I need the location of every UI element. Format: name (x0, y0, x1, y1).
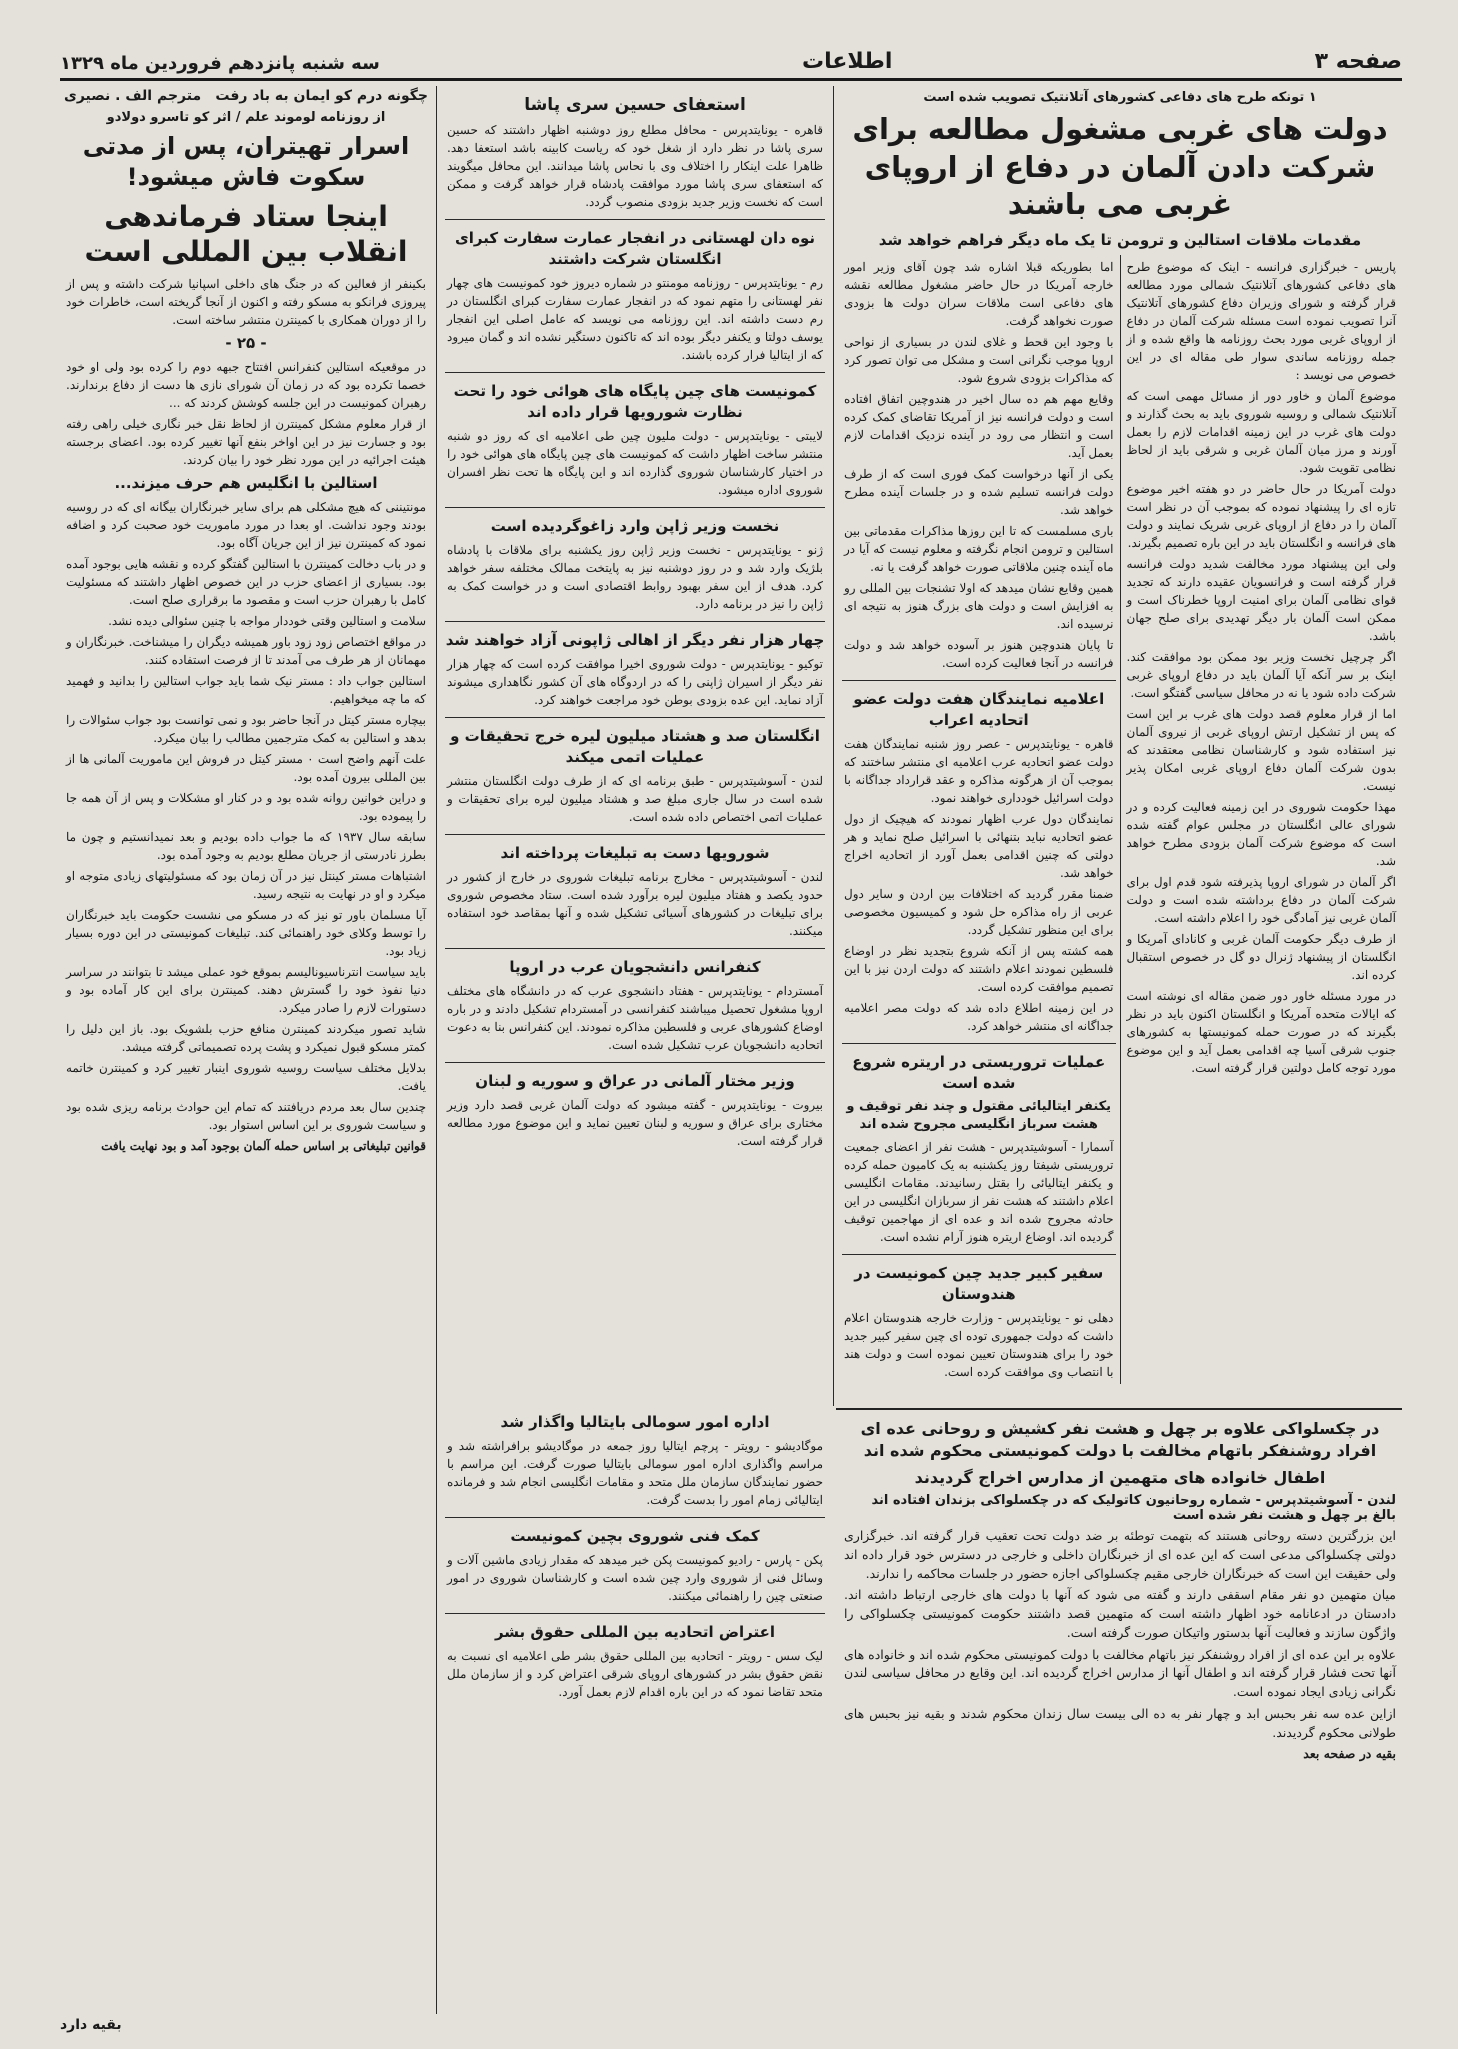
divider (842, 680, 1116, 681)
divider (445, 621, 825, 622)
article-paragraph: پاریس - خبرگزاری فرانسه - اینک که موضوع طرح های دفاعی کشورهای آتلانتیک شمالی مورد مطالعه قرار گرفته و شورای وزیران دفاع کشورهای آتلانتیک آنرا تصویب نموده است مسئله شرکت آلمان در دفاع از اروپای غربی مورد بحث روزنامه ها واقع شده و از جمله روزنامه ساندی سوار طی مقاله ای در این خصوص می نویسد : (1126, 260, 1396, 383)
brief-headline: وزیر مختار آلمانی در عراق و سوریه و لبنان (475, 1071, 795, 1090)
main-story-left-column (838, 255, 1121, 1384)
serial-article (60, 86, 432, 2002)
main-story-kicker: ۱ تونکه طرح های دفاعی کشورهای آتلانتیک تصویب شده است (923, 90, 1317, 105)
brief-text: قاهره - یونایتدپرس - محافل مطلع روز دوشنبه اظهار داشتند که حسین سری پاشا در نظر دارد از شغل خود که ریاست کابینه باشد استعفا دهد. ظاهرا علت اینکار را اختلاف وی با نحاس پاشا میدانند. این محافل میگویند که استعفای سری پاشا مورد موافقت پادشاه قرار خواهد گرفت و ممکن است که نخست وزیر جدید بزودی منصوب گردد. (447, 122, 823, 209)
brief-headline: شورویها دست به تبلیغات پرداخته اند (500, 843, 770, 862)
serial-source: از روزنامه لوموند علم / اثر کو تاسرو دولادو (106, 110, 386, 125)
article-paragraph: باید سیاست انترناسیونالیسم بموقع خود عملی میشد تا بتوانند در سراسر دنیا نفوذ خود را گسترش دهند. کمینترن برای این کار آماده بود و دستورات لازم را صادر میکرد. (66, 965, 426, 1016)
divider (445, 1062, 825, 1063)
article-paragraph: ضمنا مقرر گردید که اختلافات بین اردن و سایر دول عربی از راه مذاکره حل شود و کمیسیون مخصوصی برای این منظور تشکیل گردد. (844, 887, 1114, 938)
serial-translator: مترجم الف . نصیری (64, 88, 202, 104)
czech-headline: در چکسلواکی علاوه بر چهل و هشت نفر کشیش و روحانی عده ای افراد روشنفکر باتهام مخالفت با دولت کمونیستی محکوم شده اند (860, 1419, 1380, 1461)
divider (445, 1517, 825, 1518)
brief-text: لایبتی - یونایتدپرس - دولت ملیون چین طی اعلامیه ای که روز دو شنبه منتشر ساخت اظهار داشت که کمونیست های چین پایگاه های هوائی خود را در اختیار کارشناسان شوروی گذارده اند و این پایگاه ها تحت نظر افسران شوروی اداره میشود. (447, 428, 823, 497)
paper-name: اطلاعات (802, 49, 893, 74)
article-paragraph: میان متهمین دو نفر مقام اسقفی دارند و گفته می شود که آنها با دولت های خارجی ارتباط داشته اند. دادستان در ادعانامه خود اظهار داشته است که متهمین قصد داشتند حکومت کمونیستی چکسلواکی را واژگون سازند و فعالیت آنها بدستور واتیکان صورت گرفته است. (844, 1587, 1396, 1640)
article-paragraph: دولت آمریکا در حال حاضر در دو هفته اخیر موضوع تازه ای را پیشنهاد نموده که بموجب آن در نظر است آلمان را در دفاع از اروپای غربی شریک نمایند و دولت های فرانسه و انگلستان باید در این باره تصمیم بگیرند. (1126, 482, 1396, 551)
article-paragraph: موضوع آلمان و خاور دور از مسائل مهمی است که آتلانتیک شمالی و روسیه شوروی باید به بحث گذارند و دولت های غرب در این زمینه اقدامات لازم را بعمل آورند و مرز میان آلمان غربی و شرقی باید از لحاظ نظامی تقویت شود. (1126, 389, 1396, 476)
article-paragraph: دهلی نو - یونایتدپرس - وزارت خارجه هندوستان اعلام داشت که دولت جمهوری توده ای چین سفیر کبیر جدید خود را برای هندوستان تعیین نموده است و دولت هند با انتصاب وی موافقت کرده است. (844, 1311, 1114, 1380)
brief-headline: کنفرانس دانشجویان عرب در اروپا (509, 957, 761, 976)
divider (445, 948, 825, 949)
article-paragraph: علت آنهم واضح است ۰ مستر کیتل در فروش این ماموریت آلمانی ها از بین المللی بیرون آمده بود. (66, 752, 426, 785)
serial-intro: بکینفر از فعالین که در جنگ های داخلی اسپانیا شرکت داشته و پس از پیروزی فرانکو به مسکو رفته و اکنون از آنجا گریخته است، خاطرات خود را از دوران همکاری با کمینترن منتشر ساخته است. (66, 277, 426, 328)
envoy-headline: سفیر کبیر جدید چین کمونیست در هندوستان (854, 1264, 1104, 1304)
section-rule (836, 1408, 1402, 1410)
brief-headline: کمونیست های چین پایگاه های هوائی خود را تحت نظارت شورویها قرار داده اند (453, 381, 817, 421)
main-headline: دولت های غربی مشغول مطالعه برای شرکت دادن آلمان در دفاع از اروپای غربی می باشند (852, 112, 1388, 222)
brief-text: توکیو - یونایتدپرس - دولت شوروی اخیرا موافقت کرده است که چهار هزار نفر دیگر از اسیران ژاپنی را که در اردوگاه های آن کشور نگاهداری میشوند آزاد نماید. این عده بزودی بوطن خود مراجعت خواهند کرد. (447, 656, 823, 707)
article-paragraph: در موقعیکه استالین کنفرانس افتتاح جبهه دوم را کرده بود ولی او خود خصما تکرده بود که در زمان آن شورای نازی ها دست از دفاع برندارند. رهبران کمونیست در این جلسه کوشش کردند که ... (66, 360, 427, 411)
column-separator (436, 86, 437, 2014)
column-separator (833, 86, 834, 1406)
masthead-rule (60, 78, 1402, 81)
article-paragraph: اما بطوریکه قبلا اشاره شد چون آقای وزیر امور خارجه آمریکا در حال حاضر مشغول مطالعه نقشه های دفاعی است ملاقات سران دولت ها بزودی صورت نخواهد گرفت. (844, 260, 1114, 329)
article-paragraph: آسمارا - آسوشیتدپرس - هشت نفر از اعضای جمعیت تروریستی شیفتا روز یکشنبه به یک کامیون حمله کرده و یکنفر ایتالیائی را بقتل رسانیدند. مقامات انگلیسی اعلام داشتند که هشت نفر از سربازان انگلیسی در این حادثه مجروح شده اند و عده ای از مهاجمین توقیف گردیده اند. اوضاع اریتره هنوز آرام نشده است. (844, 1140, 1114, 1245)
article-paragraph: و در باب دخالت کمینترن با استالین گفتگو کرده و نقشه هایی بوجود آمده بود. بسیاری از اعضای حزب در این خصوص اظهار داشتند که مسئولیت کامل با رهبران حزب است و مقصود ما برقراری صلح است. (66, 557, 426, 608)
main-story-right-column (1121, 255, 1403, 1384)
divider (445, 507, 825, 508)
czech-dateline: لندن - آسوشیتدپرس - شماره روحانیون کاتولیک که در چکسلواکی بزندان افتاده اند بالغ بر چهل و هشت نفر شده است (871, 1493, 1396, 1524)
article-paragraph: باری مسلمست که تا این روزها مذاکرات مقدماتی بین استالین و ترومن انجام نگرفته و معلوم نیست که آیا در ماه آینده چنین ملاقاتی صورت خواهد گرفت یا نه. (844, 524, 1114, 575)
continued-footer: بقیه دارد (60, 2017, 122, 2033)
news-briefs-column (441, 86, 829, 1406)
article-paragraph: اشتباهات مستر کینتل نیز در آن زمان بود که مسئولیتهای زیادی متوجه او میکرد و او در نهایت به نتیجه رسید. (66, 869, 426, 902)
brief-text: لندن - آسوشیتدپرس - طبق برنامه ای که از طرف دولت انگلستان منتشر شده است در سال جاری مبلغ صد و هشتاد میلیون لیره برای تحقیقات و عملیات اتمی اختصاص داده شده است. (447, 773, 823, 824)
article-paragraph: مهذا حکومت شوروی در این زمینه فعالیت کرده و در شورای عالی انگلستان در مجلس عوام گفته شده است که موضوع شرکت آلمان بزودی مطرح خواهد شد. (1126, 800, 1396, 869)
main-story (838, 86, 1402, 1408)
article-paragraph: بیچاره مستر کیتل در آنجا حاضر بود و نمی توانست بود جواب سئوالات را بدهد و استالین به کمک مترجمین مطالب را بیان میکرد. (66, 713, 426, 746)
brief-text: لیک سس - رویتر - اتحادیه بین المللی حقوق بشر طی اعلامیه ای نسبت به نقض حقوق بشر در کشورهای اروپای شرقی اعتراض کرد و از سازمان ملل متحد تقاضا نمود که در این باره اقدام لازم بعمل آورد. (447, 1649, 823, 1699)
article-paragraph: اگر آلمان در شورای اروپا پذیرفته شود قدم اول برای شرکت آلمان در دفاع برداشته شده است و دولت آلمان غربی نیز آمادگی خود را اعلام داشته است. (1126, 875, 1396, 926)
czech-subhead: اطفال خانواده های متهمین از مدارس اخراج گردیدند (914, 1467, 1326, 1487)
article-paragraph: استالین جواب داد : مستر نیک شما باید جواب استالین را بدانید و فهمید که ما چه میخواهیم. (66, 674, 426, 707)
brief-headline: نخست وزیر ژاپن وارد زاغوگرديده است (490, 516, 780, 535)
eritrea-subhead: یکنفر ایتالیائی مقتول و چند نفر توقیف و هشت سرباز انگلیسی مجروح شده اند (846, 1099, 1112, 1133)
brief-headline: اداره امور سومالی بایتالیا واگذار شد (500, 1413, 770, 1431)
section-heading: استالین با انگلیس هم حرف میزند... (114, 474, 378, 493)
brief-text: رم - یونایتدپرس - روزنامه مومنتو در شماره دیروز خود کمونیست های چهار نفر لهستانی را متهم نمود که در انفجار عمارت سفارت کبرای انگلستان در رم دست داشته اند. این روزنامه می نویسد که عامل اصلی این انفجار یوسف دولتا و یکنفر دیگر بوده اند که تاکنون دستگیر نشده اند و گمان میرود که از ایتالیا فرار کرده باشند. (447, 275, 823, 362)
article-paragraph: از قرار معلوم مشکل کمینترن از لحاظ نقل خبر نگاری خیلی راهی رفته بود و جسارت نیز در این اواخر بنفع آنها تغییر کرده بود. اعضای برجسته هیئت اجرائیه در این مورد نظر خود را بیان کردند. (66, 417, 426, 468)
serial-headline-large: اینجا ستاد فرماندهی انقلاب بین المللی است (84, 200, 408, 269)
divider (445, 372, 825, 373)
article-paragraph: نمایندگان دول عرب اظهار نمودند که هیچیک از دول عضو اتحادیه نباید بتنهائی با اسرائیل صلح نماید و هر دولتی که چنین اقدامی بعمل آورد از اتحادیه اخراج خواهد شد. (844, 812, 1114, 881)
article-paragraph: همه کشته پس از آنکه شروع بتجدید نظر در اوضاع فلسطین نمودند اعلام داشتند که دولت اردن نیز با این تصمیم موافقت کرده است. (844, 944, 1114, 995)
news-briefs-column-lower (441, 1408, 829, 1998)
page-number: صفحه ۳ (1314, 49, 1402, 74)
article-paragraph: از طرف دیگر حکومت آلمان غربی و کانادای آمریکا و انگلستان از پیشنهاد ژنرال دو گل در خصوص استقبال کرده اند. (1126, 932, 1396, 983)
brief-headline: انگلستان صد و هشتاد میلیون لیره خرج تحقیقات و عملیات اتمی میکند (450, 726, 820, 766)
main-subhead: مقدمات ملاقات استالین و ترومن تا یک ماه دیگر فراهم خواهد شد (878, 231, 1362, 250)
issue-date: سه شنبه پانزدهم فروردین ماه ۱۳۲۹ (60, 53, 380, 74)
masthead (60, 30, 1402, 74)
divider (445, 1613, 825, 1614)
brief-headline: چهار هزار نفر دیگر از اهالی ژاپونی آزاد خواهند شد (445, 630, 825, 649)
article-paragraph: شاید تصور میکردند کمینترن منافع حزب بلشویک بود. باز این دلیل را کمتر مسکو قبول نمیکرد و پشت پرده تصمیماتی گرفته میشد. (66, 1022, 426, 1055)
article-paragraph: وقایع مهم هم ده سال اخیر در هندوچین اتفاق افتاده است و دولت فرانسه نیز از آمریکا تقاضای کمک کرده است و انتظار می رود در آینده نزدیک اقدامات لازم بعمل آید. (844, 392, 1114, 461)
arab-league-headline: اعلامیه نمایندگان هفت دولت عضو اتحادیه اعراب (853, 690, 1105, 730)
article-paragraph: یکی از آنها درخواست کمک فوری است که از طرف دولت فرانسه تسلیم شده و در جلسات آینده مطرح خواهد شد. (844, 467, 1114, 518)
divider (445, 834, 825, 835)
episode-number: - ۲۵ - (225, 334, 267, 353)
article-paragraph: ولی این پیشنهاد مورد مخالفت شدید دولت فرانسه قرار گرفته است و فرانسویان عقیده دارند که تجدید قوای نظامی آلمان برای امنیت اروپا خطرناک است و ممکن است آلمان بار دیگر تهدیدی برای صلح جهان باشد. (1126, 557, 1396, 644)
divider (842, 1254, 1116, 1255)
article-paragraph: در مواقع اختصاص زود زود باور همیشه دیگران را میشناخت. خبرنگاران و مهمانان از هر طرف می آمدند تا از فرصت استفاده کنند. (66, 635, 426, 668)
brief-text: آمستردام - یونایتدپرس - هفتاد دانشجوی عرب که در دانشگاه های مختلف اروپا مشغول تحصیل میباشند کنفرانسی در آمستردام تشکیل دادند و در باره اوضاع کشورهای عربی و فلسطین مذاکره نمودند. این کنفرانس بنا به دعوت اتحادیه دانشجویان عرب تشکیل شده است. (447, 983, 823, 1052)
serial-byline (64, 88, 428, 104)
article-paragraph: قاهره - یونایتدپرس - عصر روز شنبه نمایندگان هفت دولت عضو اتحادیه عرب اعلامیه ای منتشر ساختند که بموجب آن از هرگونه مذاکره و عقد قرارداد جداگانه با دولت اسرائیل خودداری خواهند نمود. (844, 737, 1114, 806)
article-paragraph: همین وقایع نشان میدهد که اولا تشنجات بین المللی رو به افزایش است و دولت های بزرگ هنوز به نتیجه ای نرسیده اند. (844, 581, 1114, 632)
brief-headline: نوه دان لهستانی در انفجار عمارت سفارت کبرای انگلستان شرکت داشتند (454, 228, 816, 268)
article-paragraph: اما از قرار معلوم قصد دولت های غرب بر این است که پس از تشکیل ارتش اروپای غربی از نیروی آلمان نیز استفاده شود و کارشناسان نظامی معتقدند که بدون شرکت آلمان دفاع اروپای غربی امکان پذیر نیست. (1126, 707, 1396, 794)
divider (445, 219, 825, 220)
continued-note: بقیه در صفحه بعد (1303, 1746, 1396, 1762)
divider (445, 717, 825, 718)
article-paragraph: آیا مسلمان باور تو نیز که در مسکو می نشست حکومت باید خبرنگاران را توسط وکلای خود راهنمائی کند. تبلیغات کمونیستی در این دوره بسیار زیاد بود. (66, 908, 426, 959)
eritrea-headline: عملیات تروریستی در اریتره شروع شده است (852, 1053, 1106, 1093)
serial-title: چگونه درم کو ایمان به باد رفت (215, 88, 428, 104)
article-paragraph: در مورد مسئله خاور دور ضمن مقاله ای نوشته است که ایالات متحده آمریکا و انگلستان اکنون باید در نظر بگیرند که در صورت حمله کمونیستها به کشورهای جنوب شرقی آسیا چه اقدامی بعمل آید و این موضوع مورد توجه کامل دولتین قرار گرفته است. (1126, 989, 1396, 1076)
brief-headline: استعفای حسین سری پاشا (524, 95, 746, 115)
article-paragraph: علاوه بر این عده ای از افراد روشنفکر نیز باتهام مخالفت با دولت کمونیستی محکوم شده اند و خانواده های آنها تحت فشار قرار گرفته اند و اطفال آنها از مدارس اخراج گردیده اند. این وقایع در محافل سیاسی لندن نگرانی زیادی ایجاد نموده است. (844, 1646, 1396, 1700)
brief-text: لندن - آسوشیتدپرس - مخارج برنامه تبلیغات شوروی در خارج از کشور در حدود یکصد و هفتاد میلیون لیره برآورد شده است. ستاد مخصوص شوروی برای تبلیغات در کشورهای آسیائی تشکیل شده و آنها بمقاصد خود استفاده میکنند. (447, 869, 823, 938)
article-paragraph: ازاین عده سه نفر بحبس ابد و چهار نفر به ده الی بیست سال زندان محکوم شدند و بقیه نیز بحبس های طولانی محکوم گردیدند. (844, 1705, 1396, 1740)
article-paragraph: سلامت و استالین وقتی خوددار مواجه با چنین سئوالی دیده نشد. (108, 614, 426, 629)
brief-text: بیروت - یونایتدپرس - گفته میشود که دولت آلمان غربی قصد دارد وزیر مختاری برای عراق و سوریه و لبنان تعیین نماید و این موضوع مورد مطالعه قرار گرفته است. (447, 1097, 823, 1148)
article-paragraph: چندین سال بعد مردم دریافتند که تمام این حوادث برنامه ریزی شده بود و سیاست شوروی بر این اساس استوار بود. (66, 1100, 426, 1133)
article-closing: قوانین تبلیغاتی بر اساس حمله آلمان بوجود آمد و بود نهایت یافت (101, 1139, 426, 1154)
article-paragraph: مونتیننی که هیچ مشکلی هم برای سایر خبرنگاران بیگانه ای که در روسیه بودند وجود نداشت. او بعدا در مورد ماموریت خود صحبت کرد و اضافه نمود که کمینترن نیز از این جریان آگاه بود. (66, 500, 426, 551)
brief-text: پکن - پارس - رادیو کمونیست پکن خبر میدهد که مقدار زیادی ماشین آلات و وسائل فنی از شوروی وارد چین شده است و کارشناسان شوروی در امور صنعتی چین را راهنمائی میکنند. (447, 1553, 823, 1603)
divider (842, 1043, 1116, 1044)
article-paragraph: اگر چرچیل نخست وزیر بود ممکن بود موافقت کند. اینک بر سر آنکه آیا آلمان باید در دفاع اروپای غربی شرکت داده شود یا نه در محافل سیاسی گفتگو است. (1126, 650, 1396, 701)
article-paragraph: در این زمینه اطلاع داده شد که دولت مصر اعلامیه جداگانه ای منتشر خواهد کرد. (844, 1001, 1114, 1034)
article-paragraph: این بزرگترین دسته روحانی هستند که بتهمت توطئه بر ضد دولت تحت تعقیب قرار گرفته اند. خبرگزاری دولتی چکسلواکی مدعی است که این عده ای از خبرنگاران داخلی و خارجی در دسترس خود قرار داده اند ولی حقیقت این است که خبرنگاران خارجی مقیم چکسلواکی اجازه حضور در جلسات محاکمه را ندارند. (844, 1528, 1396, 1581)
czech-story (838, 1414, 1402, 1994)
article-paragraph: سابقه سال ۱۹۳۷ که ما جواب داده بودیم و بعد نمیدانستیم و چون ما بطرز نادرستی از جریان مطلع بودیم به وجود آمده بود. (66, 830, 426, 863)
article-paragraph: تا پایان هندوچین هنوز بر آسوده خواهد شد و دولت فرانسه در آنجا فعالیت کرده است. (844, 638, 1114, 671)
brief-text: ژنو - یونایتدپرس - نخست وزیر ژاپن روز یکشنبه برای ملاقات با پادشاه بلژیک وارد شد و در روز دوشنبه نیز به پایتخت ممالک مختلفه سفر خواهد کرد. هدف از این سفر بهبود روابط اقتصادی است و در خواست کمک به ژاپن را نیز در برنامه دارد. (447, 542, 824, 611)
serial-headline: اسرار تهیتران، پس از مدتی سکوت فاش میشود! (82, 132, 410, 192)
brief-headline: کمک فنی شوروی بچین کمونیست (510, 1527, 760, 1545)
article-paragraph: با وجود این قحط و غلای لندن در بسیاری از نواحی اروپا موجب نگرانی است و مشکل می توان تصور کرد که مذاکرات بزودی شروع شود. (844, 335, 1114, 386)
brief-text: موگادیشو - رویتر - پرچم ایتالیا روز جمعه در موگادیشو برافراشته شد و مراسم واگذاری اداره امور سومالی بایتالیا صورت گرفت. این مراسم با حضور نمایندگان سازمان ملل متحد و مقامات انگلیسی انجام شد و فرمانده ایتالیائی زمام امور را بدست گرفت. (447, 1439, 823, 1507)
brief-headline: اعتراض اتحادیه بین المللی حقوق بشر (494, 1623, 776, 1641)
article-paragraph: بدلایل مختلف سیاست روسیه شوروی اینبار تغییر کرد و کمینترن خاتمه یافت. (66, 1061, 426, 1094)
article-paragraph: و دراین خوانین روانه شده بود و در کنار او مشکلات و پس از آن همه جا را پیموده بود. (66, 791, 426, 824)
